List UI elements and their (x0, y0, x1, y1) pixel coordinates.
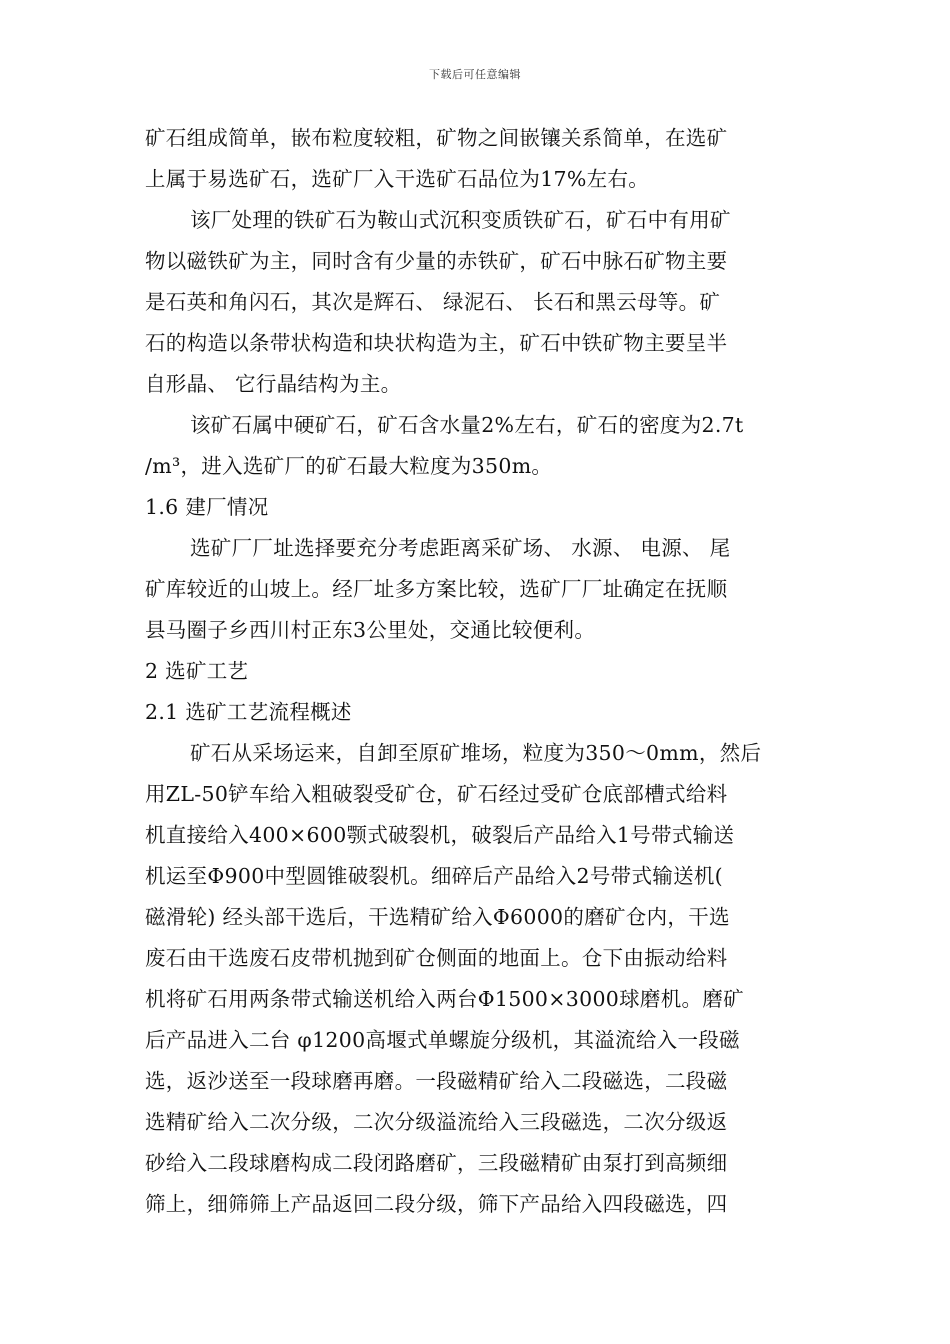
text-line: 上属于易选矿石，选矿厂入干选矿石品位为17%左右。 (145, 167, 650, 191)
text-line: /m³，进入选矿厂的矿石最大粒度为350m。 (145, 454, 553, 478)
text-line: 机将矿石用两条带式输送机给入两台Φ1500×3000球磨机。磨矿 (145, 987, 744, 1011)
page-header: 下载后可任意编辑 (429, 68, 521, 81)
text-line: 物以磁铁矿为主，同时含有少量的赤铁矿，矿石中脉石矿物主要 (145, 249, 728, 273)
text-line: 选精矿给入二次分级，二次分级溢流给入三段磁选，二次分级返 (145, 1110, 728, 1134)
text-line: 机直接给入400×600颚式破裂机，破裂后产品给入1号带式输送 (145, 823, 735, 847)
text-line: 机运至Φ900中型圆锥破裂机。细碎后产品给入2号带式输送机( (145, 864, 723, 888)
section-heading: 2 选矿工艺 (145, 659, 249, 683)
text-line: 选，返沙送至一段球磨再磨。一段磁精矿给入二段磁选，二段磁 (145, 1069, 728, 1093)
text-line: 选矿厂厂址选择要充分考虑距离采矿场、 水源、 电源、 尾 (190, 536, 731, 560)
text-line: 自形晶、 它行晶结构为主。 (145, 372, 402, 396)
text-line: 砂给入二段球磨构成二段闭路磨矿，三段磁精矿由泵打到高频细 (145, 1151, 728, 1175)
section-heading: 1.6 建厂情况 (145, 495, 269, 519)
text-line: 废石由干选废石皮带机抛到矿仓侧面的地面上。仓下由振动给料 (145, 946, 728, 970)
text-line: 县马圈子乡西川村正东3公里处，交通比较便利。 (145, 618, 596, 642)
text-line: 该矿石属中硬矿石，矿石含水量2%左右，矿石的密度为2.7t (190, 413, 744, 437)
text-line: 矿石组成简单，嵌布粒度较粗，矿物之间嵌镶关系简单，在选矿 (145, 126, 728, 150)
text-line: 用ZL-50铲车给入粗破裂受矿仓，矿石经过受矿仓底部槽式给料 (145, 782, 728, 806)
text-line: 磁滑轮) 经头部干选后，干选精矿给入Φ6000的磨矿仓内，干选 (145, 905, 730, 929)
text-line: 矿石从采场运来，自卸至原矿堆场，粒度为350～0mm，然后 (190, 741, 762, 765)
text-line: 筛上，细筛筛上产品返回二段分级，筛下产品给入四段磁选，四 (145, 1192, 728, 1216)
text-line: 石的构造以条带状构造和块状构造为主，矿石中铁矿物主要呈半 (145, 331, 728, 355)
body-text (145, 118, 805, 1225)
text-line: 后产品进入二台 φ1200高堰式单螺旋分级机，其溢流给入一段磁 (145, 1028, 740, 1052)
text-line: 是石英和角闪石，其次是辉石、 绿泥石、 长石和黑云母等。矿 (145, 290, 721, 314)
text-line: 该厂处理的铁矿石为鞍山式沉积变质铁矿石，矿石中有用矿 (190, 208, 731, 232)
text-line: 矿库较近的山坡上。经厂址多方案比较，选矿厂厂址确定在抚顺 (145, 577, 728, 601)
section-heading: 2.1 选矿工艺流程概述 (145, 700, 352, 724)
